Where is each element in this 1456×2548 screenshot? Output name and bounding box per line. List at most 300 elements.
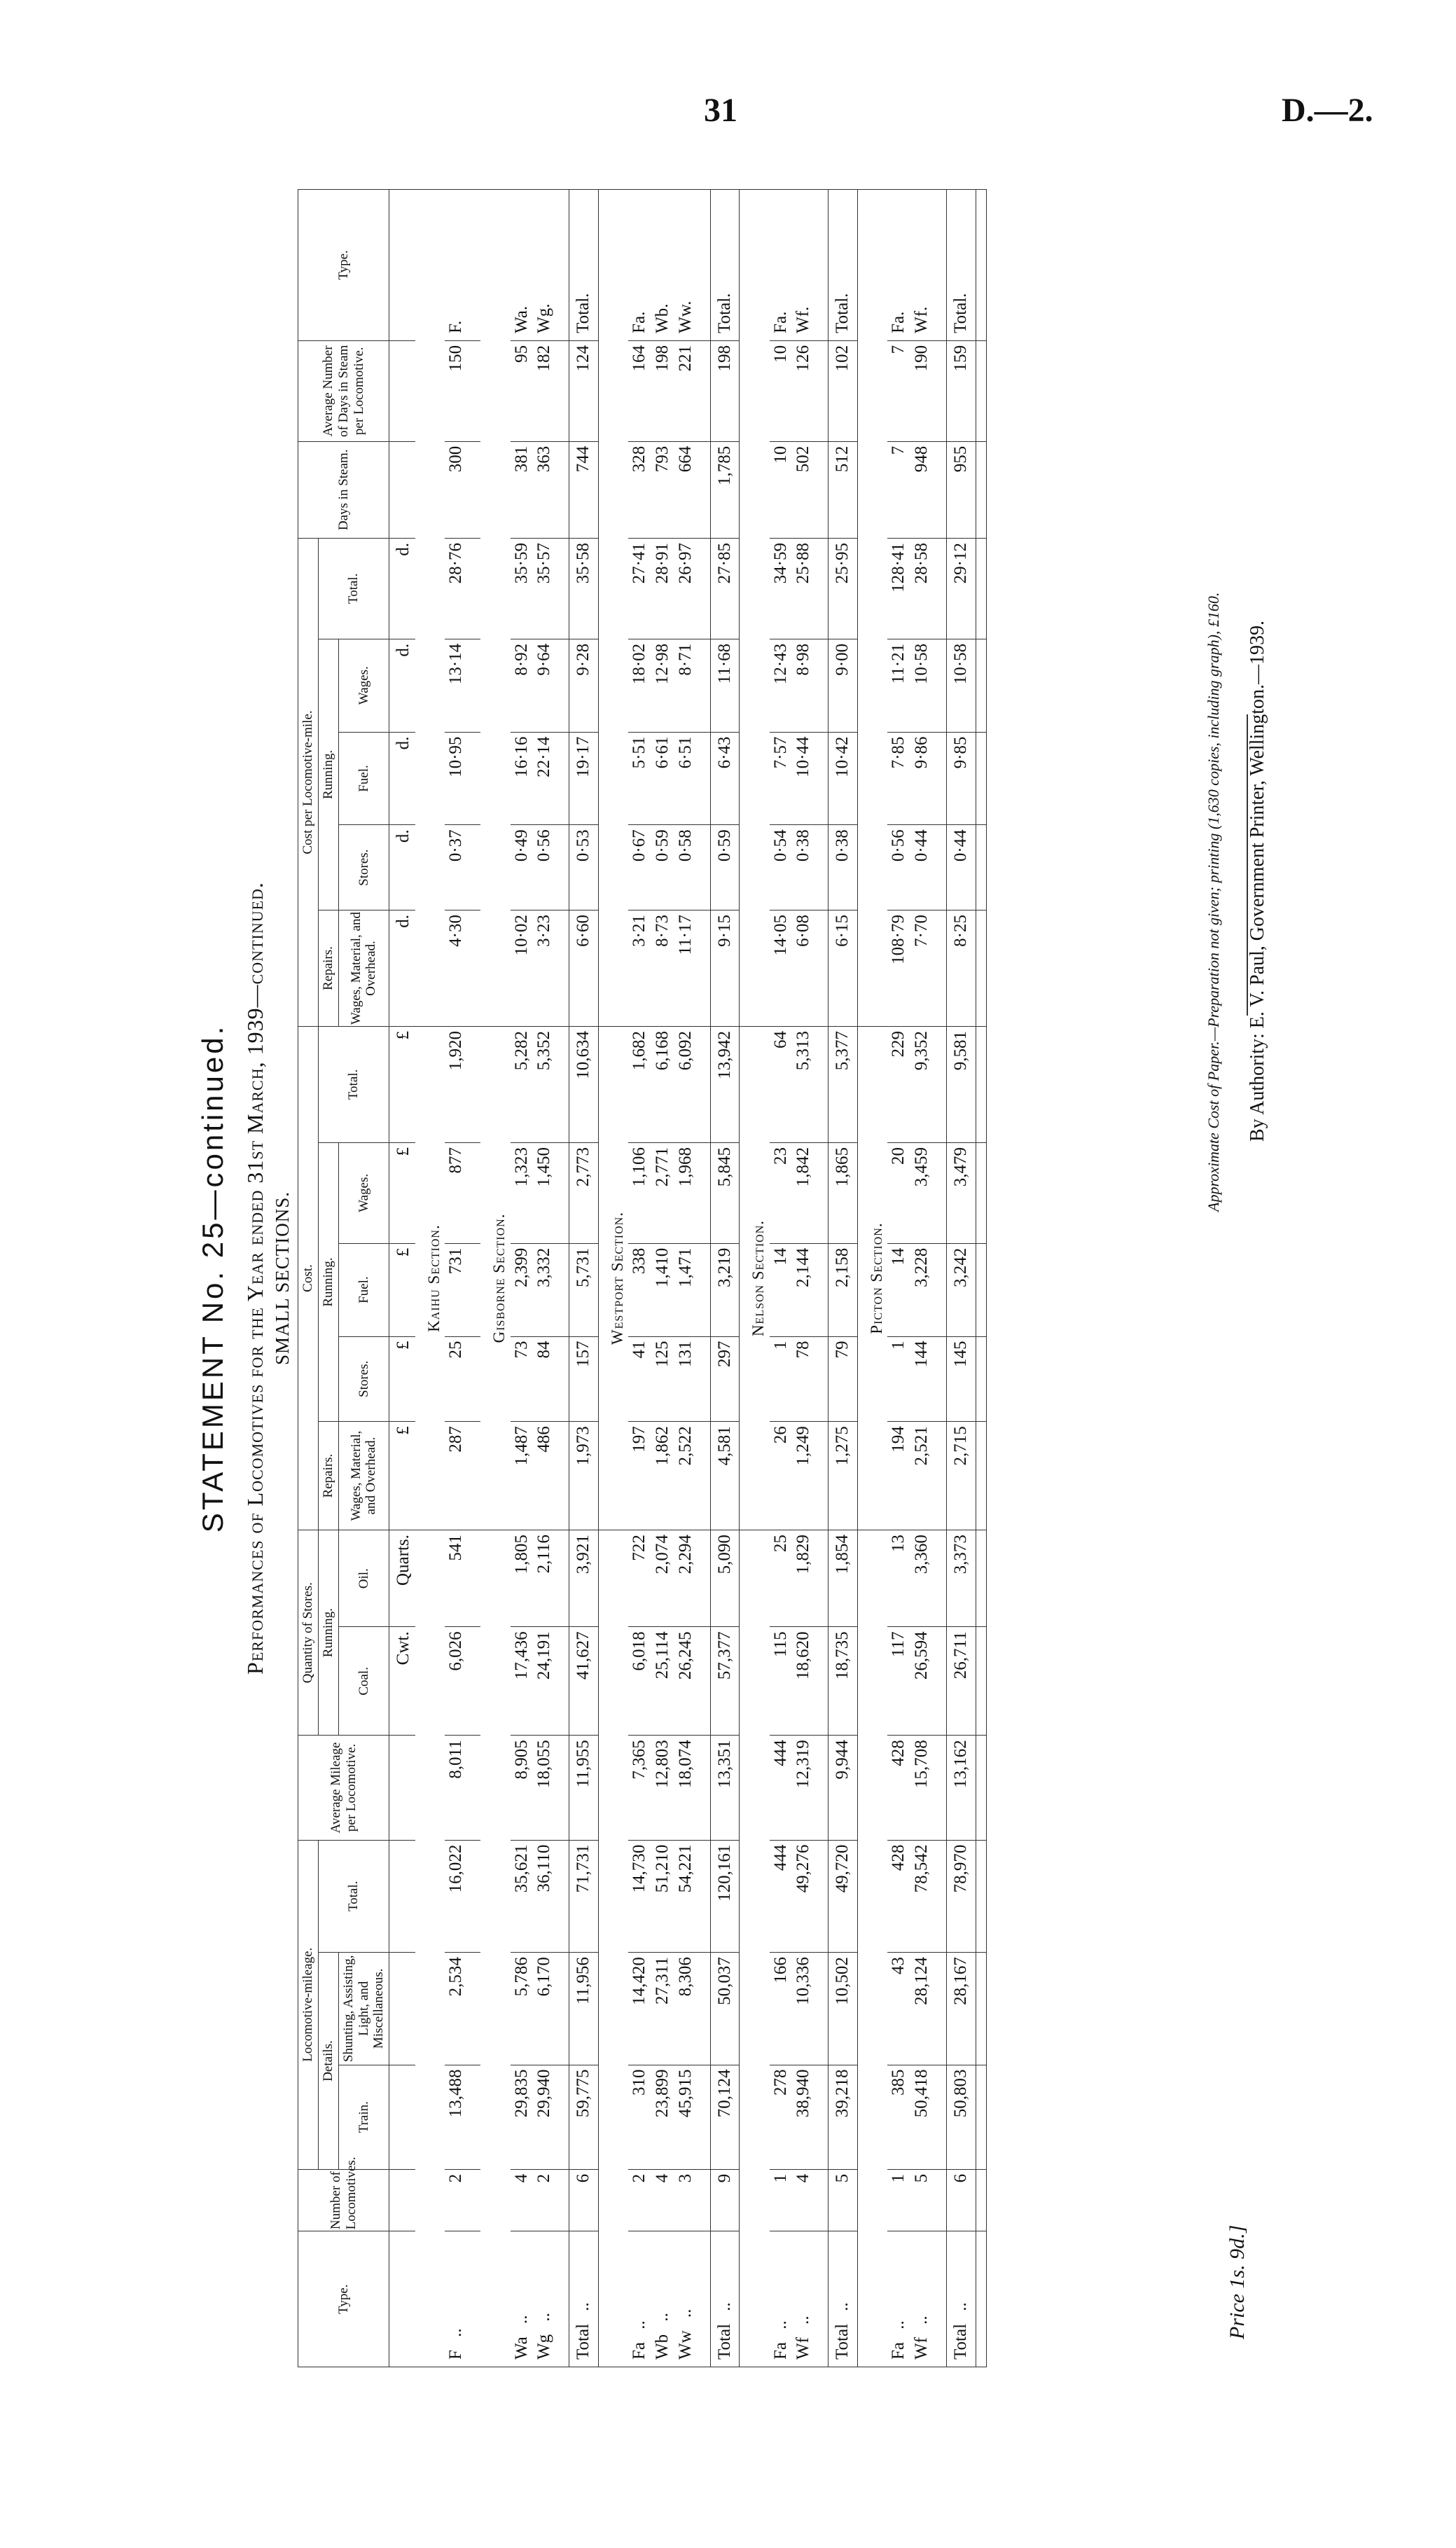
spacer-row [934, 190, 947, 2367]
value-cell: 9·15 [710, 911, 740, 1027]
value-cell: 502 [792, 441, 815, 538]
type-right-cell: F. [445, 190, 468, 341]
unit-cell [389, 340, 415, 441]
bottom-cell [976, 1422, 986, 1530]
type-label: Ww [675, 2330, 695, 2360]
value-cell: 5,731 [569, 1243, 599, 1336]
value-cell: 22·14 [533, 732, 556, 825]
value-cell: 486 [533, 1422, 556, 1530]
value-cell: 6 [569, 2169, 599, 2231]
value-cell: 8·92 [511, 639, 534, 732]
spacer-cell [556, 2065, 569, 2169]
value-cell: 7,365 [628, 1736, 651, 1840]
header-loco-mileage: Locomotive-mileage. [298, 1840, 319, 2169]
value-cell: 13,351 [710, 1736, 740, 1840]
page-number: 31 [704, 92, 737, 129]
unit-cell: d. [389, 825, 415, 911]
header-cost-repairs: Repairs. [318, 1422, 338, 1530]
value-cell: 11·17 [674, 911, 698, 1027]
spacer-cell [556, 1840, 569, 1952]
value-cell: 194 [887, 1422, 910, 1530]
value-cell: 1,275 [828, 1422, 858, 1530]
spacer-cell [934, 1627, 947, 1736]
header-cost-total: Total. [318, 1026, 389, 1142]
value-cell: 9·86 [910, 732, 934, 825]
spacer-cell [815, 190, 828, 341]
type-cell [792, 2231, 815, 2367]
value-cell: 3·23 [533, 911, 556, 1027]
bottom-cell [976, 1627, 986, 1736]
value-cell: 541 [445, 1530, 468, 1627]
spacer-cell [556, 1026, 569, 1142]
type-cell [828, 2231, 858, 2367]
value-cell: 10 [770, 441, 793, 538]
spacer-cell [698, 1530, 711, 1627]
value-cell: 5,313 [792, 1026, 815, 1142]
value-cell: 14·05 [770, 911, 793, 1027]
spacer-cell [815, 1840, 828, 1952]
value-cell: 8·98 [792, 639, 815, 732]
spacer-cell [468, 2169, 480, 2231]
value-cell: 35·59 [511, 538, 534, 639]
unit-cell [389, 2065, 415, 2169]
spacer-cell [815, 732, 828, 825]
spacer-cell [468, 1953, 480, 2065]
value-cell: 13 [887, 1530, 910, 1627]
spacer-cell [698, 1026, 711, 1142]
value-cell: 57,377 [710, 1627, 740, 1736]
value-cell: 159 [946, 340, 976, 441]
value-cell: 722 [628, 1530, 651, 1627]
spacer-cell [815, 1422, 828, 1530]
value-cell: 731 [445, 1243, 468, 1336]
value-cell: 2,521 [910, 1422, 934, 1530]
value-cell: 12·98 [651, 639, 674, 732]
value-cell: 0·58 [674, 825, 698, 911]
type-cell [533, 2231, 556, 2367]
value-cell: 29,835 [511, 2065, 534, 2169]
value-cell: 7 [887, 340, 910, 441]
value-cell: 10,502 [828, 1953, 858, 2065]
value-cell: 34·59 [770, 538, 793, 639]
unit-cell: £ [389, 1336, 415, 1422]
spacer-cell [815, 1336, 828, 1422]
value-cell: 78,542 [910, 1840, 934, 1952]
value-cell: 9,581 [946, 1026, 976, 1142]
value-cell: 9·64 [533, 639, 556, 732]
value-cell: 5·51 [628, 732, 651, 825]
value-cell: 25 [445, 1336, 468, 1422]
spacer-cell [468, 2231, 480, 2367]
value-cell: 9·00 [828, 639, 858, 732]
table-row [910, 190, 934, 2367]
performance-table [298, 189, 987, 2367]
value-cell: 18,055 [533, 1736, 556, 1840]
value-cell: 124 [569, 340, 599, 441]
value-cell: 117 [887, 1627, 910, 1736]
value-cell: 1 [887, 2169, 910, 2231]
value-cell: 1,854 [828, 1530, 858, 1627]
value-cell: 0·53 [569, 825, 599, 911]
header-days-steam: Days in Steam. [298, 441, 389, 538]
value-cell: 297 [710, 1336, 740, 1422]
value-cell: 11·21 [887, 639, 910, 732]
spacer-cell [698, 1736, 711, 1840]
section-heading-row [598, 190, 628, 2367]
bottom-cell [976, 441, 986, 538]
table-row [674, 190, 698, 2367]
unit-cell [389, 2231, 415, 2367]
value-cell: 26·97 [674, 538, 698, 639]
value-cell: 9,944 [828, 1736, 858, 1840]
value-cell: 26 [770, 1422, 793, 1530]
unit-cell: d. [389, 538, 415, 639]
value-cell: 9,352 [910, 1026, 934, 1142]
type-leader-dots: .. [630, 2320, 649, 2329]
value-cell: 1,865 [828, 1142, 858, 1243]
spacer-cell [698, 2231, 711, 2367]
section-spacer [857, 190, 887, 1027]
value-cell: 512 [828, 441, 858, 538]
value-cell: 5 [910, 2169, 934, 2231]
table-row [445, 190, 468, 2367]
spacer-cell [698, 190, 711, 341]
value-cell: 13,488 [445, 2065, 468, 2169]
unit-cell: Cwt. [389, 1627, 415, 1736]
value-cell: 102 [828, 340, 858, 441]
value-cell: 49,276 [792, 1840, 815, 1952]
table-row [792, 190, 815, 2367]
value-cell: 23,899 [651, 2065, 674, 2169]
value-cell: 4·30 [445, 911, 468, 1027]
value-cell: 1,682 [628, 1026, 651, 1142]
spacer-cell [556, 2231, 569, 2367]
bottom-cell [976, 2231, 986, 2367]
value-cell: 164 [628, 340, 651, 441]
spacer-cell [698, 2065, 711, 2169]
type-cell [710, 2231, 740, 2367]
value-cell: 166 [770, 1953, 793, 2065]
value-cell: 1,973 [569, 1422, 599, 1530]
value-cell: 26,245 [674, 1627, 698, 1736]
value-cell: 2,773 [569, 1142, 599, 1243]
type-label: Wf [912, 2337, 931, 2360]
value-cell: 664 [674, 441, 698, 538]
spacer-cell [934, 1736, 947, 1840]
value-cell: 0·56 [887, 825, 910, 911]
value-cell: 10·42 [828, 732, 858, 825]
value-cell: 1,471 [674, 1243, 698, 1336]
type-cell [770, 2231, 793, 2367]
spacer-cell [556, 1953, 569, 2065]
value-cell: 27·41 [628, 538, 651, 639]
value-cell: 24,191 [533, 1627, 556, 1736]
type-cell [445, 2231, 468, 2367]
bottom-cell [976, 1142, 986, 1243]
spacer-cell [698, 538, 711, 639]
value-cell: 12,319 [792, 1736, 815, 1840]
value-cell: 28,124 [910, 1953, 934, 2065]
value-cell: 948 [910, 441, 934, 538]
document-reference: D.—2. [1282, 92, 1373, 129]
value-cell: 70,124 [710, 2065, 740, 2169]
spacer-cell [468, 190, 480, 341]
spacer-cell [815, 1530, 828, 1627]
value-cell: 25·88 [792, 538, 815, 639]
value-cell: 4 [651, 2169, 674, 2231]
value-cell: 428 [887, 1736, 910, 1840]
bottom-cell [976, 1530, 986, 1627]
bottom-cell [976, 190, 986, 341]
value-cell: 131 [674, 1336, 698, 1422]
spacer-cell [468, 340, 480, 441]
value-cell: 3,373 [946, 1530, 976, 1627]
unit-cell [389, 190, 415, 341]
value-cell: 10,336 [792, 1953, 815, 2065]
header-cpm-wmo: Wages, Material, and Overhead. [338, 911, 389, 1027]
type-right-cell: Wf. [910, 190, 934, 341]
value-cell: 6·15 [828, 911, 858, 1027]
spacer-cell [556, 1142, 569, 1243]
spacer-cell [934, 825, 947, 911]
section-heading-row [857, 190, 887, 2367]
type-cell [910, 2231, 934, 2367]
value-cell: 6·51 [674, 732, 698, 825]
value-cell: 8·25 [946, 911, 976, 1027]
spacer-cell [698, 825, 711, 911]
spacer-cell [698, 1953, 711, 2065]
type-cell [887, 2231, 910, 2367]
spacer-cell [468, 639, 480, 732]
spacer-cell [556, 340, 569, 441]
spacer-cell [556, 1336, 569, 1422]
value-cell: 1 [887, 1336, 910, 1422]
value-cell: 363 [533, 441, 556, 538]
unit-cell: d. [389, 639, 415, 732]
spacer-cell [815, 825, 828, 911]
table-body [389, 190, 986, 2367]
value-cell: 49,720 [828, 1840, 858, 1952]
value-cell: 13,942 [710, 1026, 740, 1142]
value-cell: 2,715 [946, 1422, 976, 1530]
value-cell: 41,627 [569, 1627, 599, 1736]
value-cell: 17,436 [511, 1627, 534, 1736]
spacer-cell [815, 1736, 828, 1840]
value-cell: 0·67 [628, 825, 651, 911]
value-cell: 115 [770, 1627, 793, 1736]
value-cell: 5,282 [511, 1026, 534, 1142]
type-leader-dots: .. [653, 2313, 672, 2322]
value-cell: 11,955 [569, 1736, 599, 1840]
header-cpm-fuel: Fuel. [338, 732, 389, 825]
value-cell: 36,110 [533, 1840, 556, 1952]
type-right-cell: Wa. [511, 190, 534, 341]
value-cell: 444 [770, 1840, 793, 1952]
value-cell: 6,026 [445, 1627, 468, 1736]
value-cell: 144 [910, 1336, 934, 1422]
value-cell: 50,037 [710, 1953, 740, 2065]
value-cell: 16,022 [445, 1840, 468, 1952]
value-cell: 3,242 [946, 1243, 976, 1336]
spacer-cell [815, 1026, 828, 1142]
section-spacer [857, 1530, 887, 2367]
type-right-cell: Total. [946, 190, 976, 341]
table-row [770, 190, 793, 2367]
value-cell: 95 [511, 340, 534, 441]
unit-cell [389, 441, 415, 538]
value-cell: 1,829 [792, 1530, 815, 1627]
header-cost: Cost. [298, 1026, 319, 1530]
value-cell: 8,306 [674, 1953, 698, 2065]
value-cell: 744 [569, 441, 599, 538]
value-cell: 3,479 [946, 1142, 976, 1243]
value-cell: 4 [792, 2169, 815, 2231]
section-name: Gisborne Section. [480, 1026, 510, 1530]
value-cell: 2,116 [533, 1530, 556, 1627]
table-row [511, 190, 534, 2367]
value-cell: 6·08 [792, 911, 815, 1027]
type-label: Wa [511, 2336, 531, 2360]
spacer-cell [934, 538, 947, 639]
spacer-cell [934, 441, 947, 538]
spacer-cell [468, 1840, 480, 1952]
type-leader-dots: .. [833, 2302, 852, 2311]
unit-cell: d. [389, 732, 415, 825]
type-right-cell: Total. [828, 190, 858, 341]
spacer-row [698, 190, 711, 2367]
bottom-cell [976, 538, 986, 639]
header-mileage-total: Total. [318, 1840, 389, 1952]
header-stores-running: Running. [318, 1530, 338, 1736]
bottom-cell [976, 1953, 986, 2065]
type-label: Fa [630, 2342, 649, 2360]
header-qty-stores: Quantity of Stores. [298, 1530, 319, 1736]
unit-cell: £ [389, 1142, 415, 1243]
value-cell: 0·44 [946, 825, 976, 911]
value-cell: 50,803 [946, 2065, 976, 2169]
value-cell: 5 [828, 2169, 858, 2231]
value-cell: 6·61 [651, 732, 674, 825]
value-cell: 79 [828, 1336, 858, 1422]
spacer-cell [934, 639, 947, 732]
spacer-cell [468, 1336, 480, 1422]
bottom-cell [976, 1840, 986, 1952]
type-right-cell: Fa. [770, 190, 793, 341]
value-cell: 45,915 [674, 2065, 698, 2169]
type-leader-dots: .. [889, 2320, 908, 2329]
spacer-cell [698, 340, 711, 441]
spacer-cell [698, 1142, 711, 1243]
section-spacer [415, 1530, 445, 2367]
value-cell: 41 [628, 1336, 651, 1422]
spacer-cell [468, 2065, 480, 2169]
spacer-cell [934, 911, 947, 1027]
value-cell: 6·43 [710, 732, 740, 825]
spacer-cell [468, 732, 480, 825]
statement-title: STATEMENT No. 25—continued. [196, 1023, 229, 1533]
unit-cell: £ [389, 1026, 415, 1142]
value-cell: 78 [792, 1336, 815, 1422]
value-cell: 10·58 [910, 639, 934, 732]
value-cell: 3 [674, 2169, 698, 2231]
section-name: Kaihu Section. [415, 1026, 445, 1530]
type-cell [651, 2231, 674, 2367]
unit-cell: d. [389, 911, 415, 1027]
value-cell: 381 [511, 441, 534, 538]
value-cell: 25·95 [828, 538, 858, 639]
header-cpm-total: Total. [318, 538, 389, 639]
type-label: Fa [770, 2342, 790, 2360]
type-label: Wb [653, 2334, 672, 2360]
value-cell: 1,323 [511, 1142, 534, 1243]
spacer-cell [934, 1142, 947, 1243]
value-cell: 287 [445, 1422, 468, 1530]
authority-line: By Authority: E. V. Paul, Government Printer, Wellington.—1939. [1247, 620, 1268, 1142]
type-leader-dots: .. [714, 2302, 734, 2311]
type-right-cell: Ww. [674, 190, 698, 341]
type-leader-dots: .. [950, 2302, 970, 2311]
bottom-cell [976, 340, 986, 441]
value-cell: 27,311 [651, 1953, 674, 2065]
spacer-cell [934, 1336, 947, 1422]
value-cell: 1,410 [651, 1243, 674, 1336]
spacer-cell [556, 1627, 569, 1736]
header-oil: Oil. [338, 1530, 389, 1627]
spacer-cell [698, 1243, 711, 1336]
table-row [533, 190, 556, 2367]
value-cell: 28·58 [910, 538, 934, 639]
value-cell: 43 [887, 1953, 910, 2065]
value-cell: 27·85 [710, 538, 740, 639]
spacer-cell [698, 911, 711, 1027]
units-row [389, 190, 415, 2367]
value-cell: 125 [651, 1336, 674, 1422]
statement-subsubtitle: SMALL SECTIONS. [272, 1191, 293, 1366]
value-cell: 14,730 [628, 1840, 651, 1952]
value-cell: 3,360 [910, 1530, 934, 1627]
value-cell: 28·91 [651, 538, 674, 639]
bottom-cell [976, 732, 986, 825]
header-cost-wmo: Wages, Material, and Overhead. [338, 1422, 389, 1530]
table-bottom-row [976, 190, 986, 2367]
type-right-cell: Fa. [628, 190, 651, 341]
spacer-cell [556, 1243, 569, 1336]
type-right-cell: Fa. [887, 190, 910, 341]
value-cell: 198 [710, 340, 740, 441]
spacer-cell [468, 1243, 480, 1336]
value-cell: 145 [946, 1336, 976, 1422]
value-cell: 6·60 [569, 911, 599, 1027]
value-cell: 2,399 [511, 1243, 534, 1336]
type-right-cell: Wb. [651, 190, 674, 341]
spacer-cell [934, 190, 947, 341]
value-cell: 35·58 [569, 538, 599, 639]
price-note: Price 1s. 9d.] [1226, 2224, 1249, 2339]
table-row [651, 190, 674, 2367]
value-cell: 120,161 [710, 1840, 740, 1952]
value-cell: 0·37 [445, 825, 468, 911]
section-spacer [480, 190, 510, 1027]
spacer-cell [556, 1736, 569, 1840]
value-cell: 6,018 [628, 1627, 651, 1736]
unit-cell: £ [389, 1243, 415, 1336]
value-cell: 54,221 [674, 1840, 698, 1952]
spacer-cell [815, 1953, 828, 2065]
spacer-cell [698, 2169, 711, 2231]
spacer-cell [815, 340, 828, 441]
type-cell [946, 2231, 976, 2367]
spacer-cell [815, 639, 828, 732]
